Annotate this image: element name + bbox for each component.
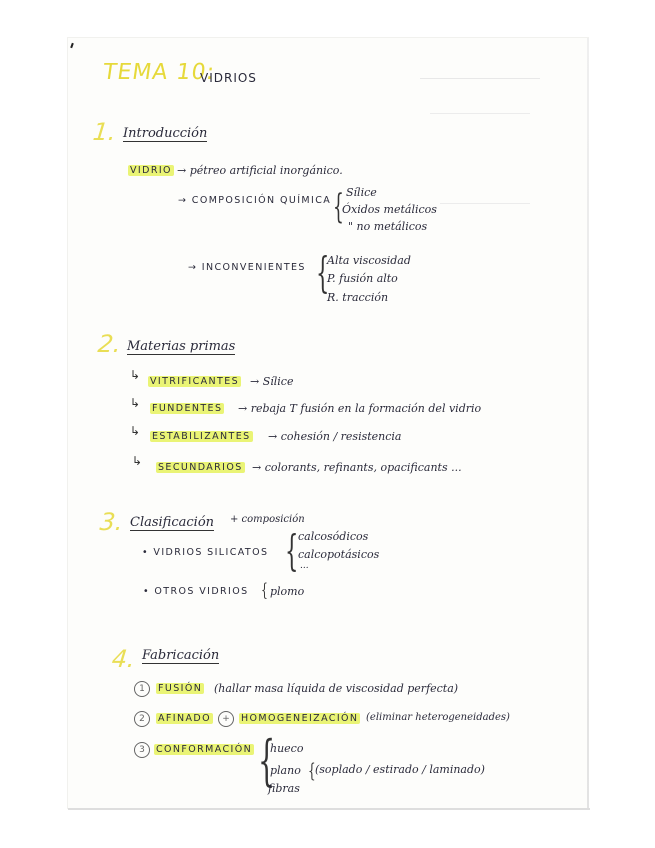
section-title: Materias primas [127, 339, 236, 354]
page-edge-bottom [68, 808, 590, 810]
brace: { [261, 580, 268, 601]
page-edge [587, 38, 589, 808]
step-number: 2 [134, 711, 150, 727]
glass-subtype: ... [300, 561, 309, 571]
brace: { [333, 187, 344, 227]
process-step-desc: (hallar masa líquida de viscosidad perfecta) [214, 682, 459, 695]
topic-title: VIDRIOS [200, 71, 257, 85]
section-title: Fabricación [142, 648, 220, 663]
vidrio-definition: → pétreo artificial inorgánico. [177, 164, 343, 177]
raw-material-desc: → rebaja T fusión en la formación del vidrio [238, 402, 482, 415]
glass-type-label: • VIDRIOS SILICATOS [142, 547, 269, 558]
section-number: 2. [96, 330, 123, 358]
forming-detail: (soplado / estirado / laminado) [315, 763, 485, 776]
drawback-item: R. tracción [327, 291, 389, 304]
raw-material-term: FUNDENTES [152, 403, 223, 414]
bleed-through [430, 105, 530, 114]
raw-material-desc: → cohesión / resistencia [268, 430, 402, 443]
step-number: 3 [134, 742, 150, 758]
process-step-term: FUSIÓN [158, 683, 203, 694]
composition-item: " no metálicos [348, 220, 428, 233]
topic-number: TEMA 10: [101, 60, 217, 85]
process-step-term: CONFORMACIÓN [156, 744, 253, 755]
arrow-icon: ↳ [130, 368, 141, 382]
glass-subtype: calcosódicos [298, 530, 369, 543]
glass-subtype: calcopotásicos [298, 548, 380, 561]
section-number: 1. [91, 118, 118, 146]
raw-material-term: VITRIFICANTES [150, 376, 240, 387]
section-number: 4. [110, 645, 137, 673]
section-number: 3. [98, 508, 125, 536]
plus-icon: + [218, 711, 234, 727]
process-step-term: HOMOGENEIZACIÓN [241, 713, 359, 724]
forming-type: fibras [268, 782, 300, 795]
raw-material-term: ESTABILIZANTES [152, 431, 251, 442]
arrow-icon: ↳ [130, 396, 141, 410]
brace: { [308, 758, 316, 782]
raw-material-term: SECUNDARIOS [158, 462, 243, 473]
forming-type: plano [270, 764, 301, 777]
composition-label: → COMPOSICIÓN QUÍMICA [178, 195, 332, 206]
bleed-through [420, 70, 540, 79]
process-step-term: AFINADO [158, 713, 211, 724]
glass-subtype: plomo [270, 585, 305, 598]
section-subtitle: + composición [230, 514, 305, 525]
drawbacks-label: → INCONVENIENTES [188, 262, 306, 273]
raw-material-desc: → Sílice [250, 375, 294, 388]
raw-material-desc: → colorants, refinants, opacificants ... [252, 461, 462, 474]
section-title: Clasificación [130, 515, 215, 530]
drawback-item: Alta viscosidad [327, 254, 411, 267]
forming-type: hueco [270, 742, 304, 755]
brace: { [258, 729, 276, 792]
arrow-icon: ↳ [130, 424, 141, 438]
process-step-desc: (eliminar heterogeneidades) [366, 712, 510, 723]
arrow-icon: ↳ [132, 454, 143, 468]
bleed-through [440, 195, 530, 204]
brace: { [316, 248, 330, 297]
composition-item: Óxidos metálicos [342, 203, 437, 216]
brace: { [285, 526, 299, 575]
glass-type-label: • OTROS VIDRIOS [143, 586, 249, 597]
step-number: 1 [134, 681, 150, 697]
term-vidrio: VIDRIO [130, 165, 172, 176]
drawback-item: P. fusión alto [327, 272, 398, 285]
section-title: Introducción [123, 126, 208, 141]
composition-item: Sílice [346, 186, 377, 199]
